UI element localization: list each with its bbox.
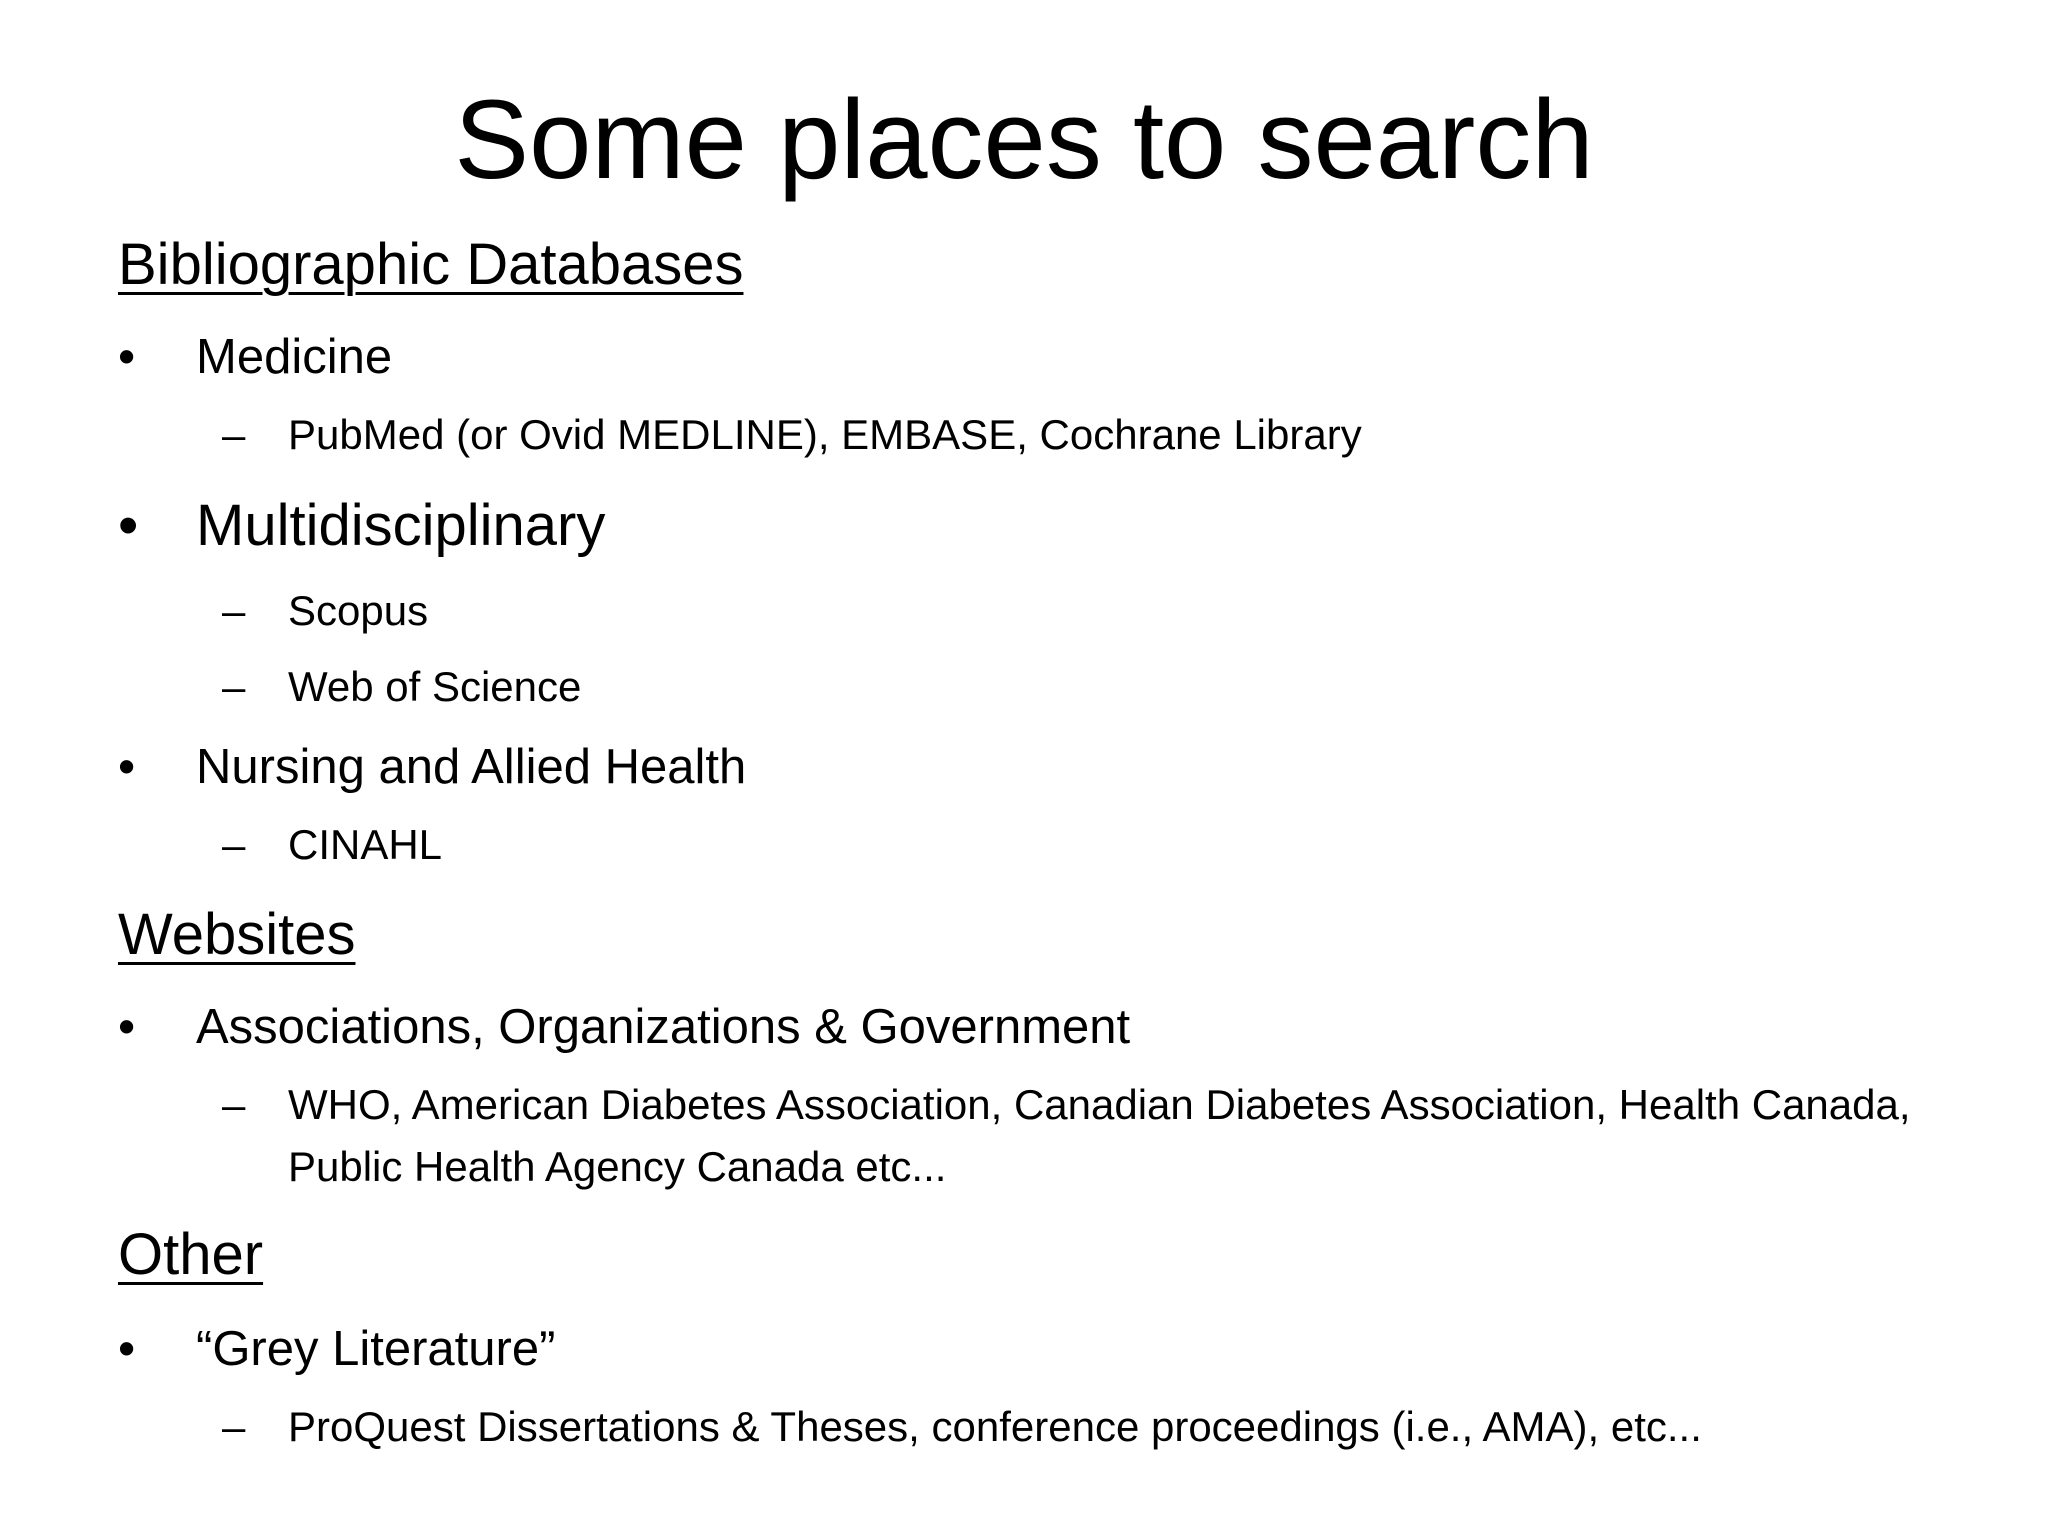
bullet-dot-icon: • — [118, 493, 139, 558]
bullet-label: Associations, Organizations & Government — [196, 1000, 1131, 1054]
sub-item-scopus — [222, 580, 1962, 642]
dash-icon: – — [222, 411, 246, 458]
sub-item-label: WHO, American Diabetes Association, Canadian Diabetes Association, Health Canada, Public Health Agency Canada etc... — [288, 1081, 1911, 1190]
bullet-dot-icon: • — [118, 1000, 136, 1054]
dash-icon: – — [222, 1403, 246, 1450]
sub-item-associations-list — [222, 1074, 1962, 1198]
bullet-label: Multidisciplinary — [196, 493, 606, 558]
sub-item-label: ProQuest Dissertations & Theses, conference proceedings (i.e., AMA), etc... — [288, 1403, 1702, 1450]
sub-item-label: Web of Science — [288, 663, 582, 710]
sub-item-label: PubMed (or Ovid MEDLINE), EMBASE, Cochrane Library — [288, 411, 1362, 458]
dash-icon: – — [222, 663, 246, 710]
section-heading-bibliographic: Bibliographic Databases — [118, 232, 744, 297]
bullet-label: “Grey Literature” — [196, 1322, 556, 1376]
sub-item-label: CINAHL — [288, 821, 443, 868]
bullet-label: Medicine — [196, 330, 393, 384]
dash-icon: – — [222, 821, 246, 868]
section-heading-other: Other — [118, 1222, 264, 1287]
dash-icon: – — [222, 587, 246, 634]
slide-title: Some places to search — [454, 77, 1594, 202]
section-heading-websites: Websites — [118, 902, 356, 967]
bullet-dot-icon: • — [118, 740, 136, 794]
sub-item-label: Scopus — [288, 587, 429, 634]
sub-item-grey-literature-list — [222, 1396, 1962, 1458]
sub-item-web-of-science — [222, 656, 1962, 718]
sub-item-medicine-databases — [222, 404, 1962, 466]
bullet-dot-icon: • — [118, 1322, 136, 1376]
dash-icon: – — [222, 1081, 246, 1128]
sub-item-cinahl — [222, 814, 1962, 876]
bullet-label: Nursing and Allied Health — [196, 740, 747, 794]
bullet-dot-icon: • — [118, 330, 136, 384]
